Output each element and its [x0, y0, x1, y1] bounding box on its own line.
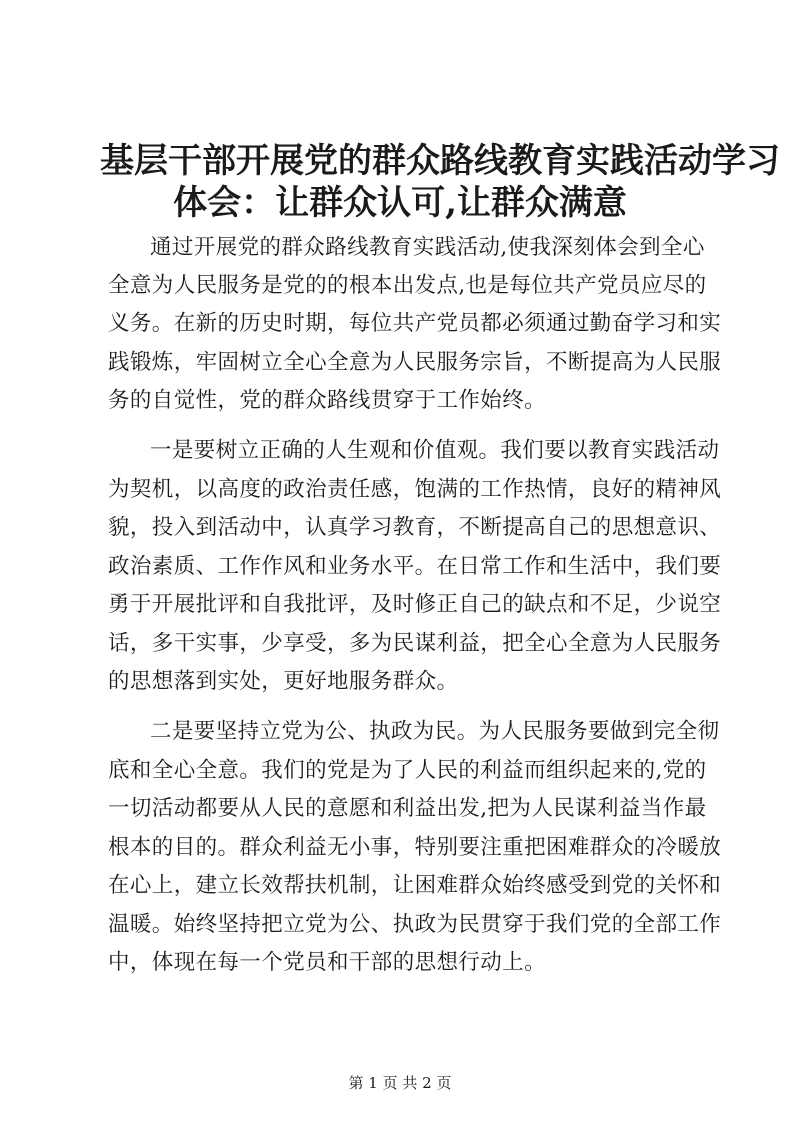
body-line: 话，多干实事，少享受，多为民谋利益，把全心全意为人民服务 — [108, 631, 722, 656]
body-line: 貌，投入到活动中，认真学习教育，不断提高自己的思想意识、 — [108, 515, 722, 540]
body-line: 一切活动都要从人民的意愿和利益出发,把为人民谋利益当作最 — [108, 796, 707, 821]
body-line: 勇于开展批评和自我批评，及时修正自己的缺点和不足，少说空 — [108, 592, 722, 617]
body-line: 中，体现在每一个党员和干部的思想行动上。 — [108, 950, 547, 975]
body-line: 政治素质、工作作风和业务水平。在日常工作和生活中，我们要 — [108, 554, 722, 579]
body-line: 践锻炼，牢固树立全心全意为人民服务宗旨，不断提高为人民服 — [108, 350, 722, 375]
body-line: 务的自觉性，党的群众路线贯穿于工作始终。 — [108, 388, 547, 413]
body-line: 底和全心全意。我们的党是为了人民的利益而组织起来的,党的 — [108, 758, 707, 783]
body-line: 在心上，建立长效帮扶机制，让困难群众始终感受到党的关怀和 — [108, 873, 722, 898]
body-line: 温暖。始终坚持把立党为公、执政为民贯穿于我们党的全部工作 — [108, 912, 722, 937]
page-number-footer: 第 1 页 共 2 页 — [348, 1074, 452, 1092]
body-line: 全意为人民服务是党的的根本出发点,也是每位共产党员应尽的 — [108, 273, 707, 298]
body-line: 根本的目的。群众利益无小事，特别要注重把困难群众的冷暖放 — [108, 835, 722, 860]
body-line: 二是要坚持立党为公、执政为民。为人民服务要做到完全彻 — [150, 719, 720, 744]
body-line: 通过开展党的群众路线教育实践活动,使我深刻体会到全心 — [150, 235, 705, 260]
body-line: 的思想落到实处，更好地服务群众。 — [108, 669, 459, 694]
document-title-line-1: 基层干部开展党的群众路线教育实践活动学习 — [100, 141, 780, 181]
body-line: 为契机，以高度的政治责任感，饱满的工作热情，良好的精神风 — [108, 477, 722, 502]
document-title-line-2: 体会：让群众认可,让群众满意 — [173, 183, 627, 223]
body-line: 一是要树立正确的人生观和价值观。我们要以教育实践活动 — [150, 438, 720, 463]
body-line: 义务。在新的历史时期，每位共产党员都必须通过勤奋学习和实 — [108, 311, 722, 336]
